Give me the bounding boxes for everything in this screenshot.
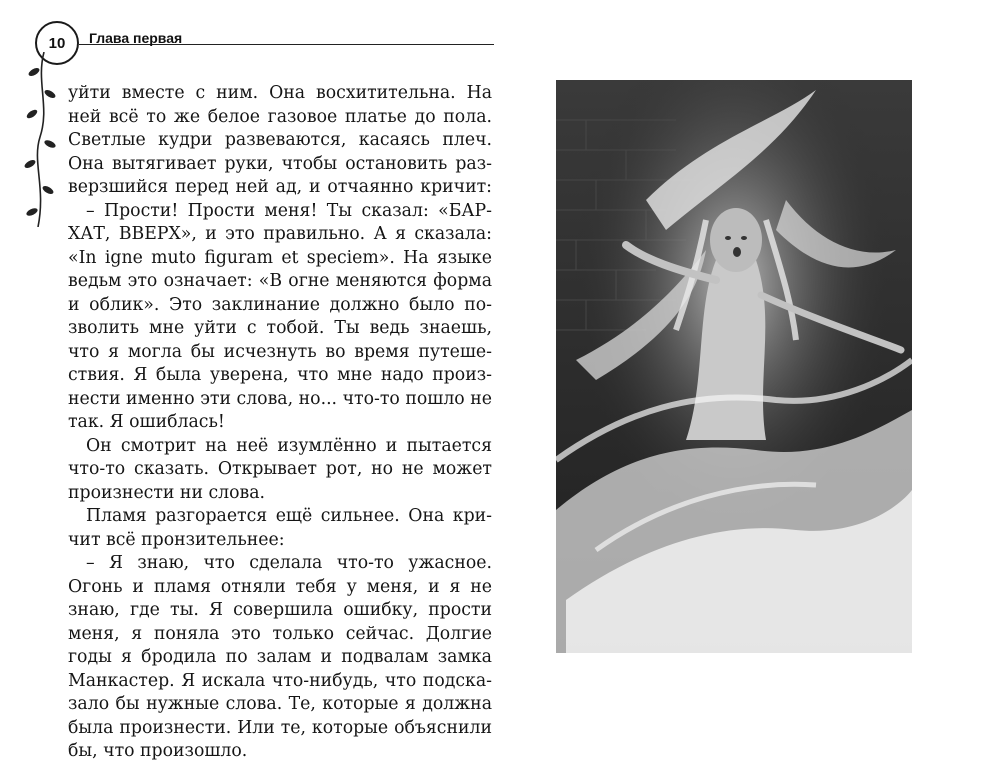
text-line: годы я бродила по залам и подвалам замка xyxy=(68,647,492,667)
text-line: бы, что произошло. xyxy=(68,741,248,761)
text-line: «In igne muto figuram et speciem». На языке xyxy=(68,247,492,268)
page-number: 10 xyxy=(35,21,79,65)
text-line: зволить мне уйти с тобой. Ты ведь знаешь, xyxy=(68,318,492,338)
text-line: ней всё то же белое газовое платье до пола. xyxy=(68,106,492,127)
text-line: что-то сказать. Открывает рот, но не может xyxy=(68,459,492,479)
text-line: зало бы нужные слова. Те, которые я должна xyxy=(68,694,492,714)
chapter-title: Глава первая xyxy=(89,30,183,46)
text-line: верзшийся перед ней ад, и отчаянно кричит: xyxy=(68,177,492,197)
vine-ornament-icon xyxy=(22,52,62,227)
body-text xyxy=(68,82,492,764)
text-line: чит всё пронзительнее: xyxy=(68,529,285,550)
text-line: произнести ни слова. xyxy=(68,482,266,503)
running-header xyxy=(33,17,493,63)
text-line: ведьм это означает: «В огне меняются форма xyxy=(68,271,492,291)
text-line: Он смотрит на неё изумлённо и пытается xyxy=(86,435,492,456)
text-line: – Прости! Прости меня! Ты сказал: «БАР- xyxy=(86,200,492,221)
text-line: знаю, где ты. Я совершила ошибку, прости xyxy=(68,600,492,620)
text-line: и облик». Это заклинание должно было по- xyxy=(68,294,492,315)
text-line: Она вытягивает руки, чтобы остановить раз- xyxy=(68,153,492,174)
text-line: Манкастер. Я искала что-нибудь, что подска- xyxy=(68,670,492,691)
text-line: была произнести. Или те, которые объяснили xyxy=(68,717,492,738)
text-line: нести именно эти слова, но... что-то пошло не xyxy=(68,388,492,409)
illustration-girl-in-flames xyxy=(556,80,912,653)
text-line: ствия. Я была уверена, что мне надо произ- xyxy=(68,365,492,385)
text-line: что я могла бы исчезнуть во время путеше- xyxy=(68,341,492,362)
text-line: так. Я ошиблась! xyxy=(68,412,225,432)
text-line: Светлые кудри развеваются, касаясь плеч. xyxy=(68,130,492,150)
text-line: – Я знаю, что сделала что-то ужасное. xyxy=(86,553,492,573)
text-line: ХАТ, ВВЕРХ», и это правильно. А я сказала: xyxy=(68,224,492,244)
text-line: меня, я поняла это только сейчас. Долгие xyxy=(68,623,492,644)
text-line: Пламя разгорается ещё сильнее. Она кри- xyxy=(86,506,492,526)
text-line: уйти вместе с ним. Она восхитительна. На xyxy=(68,83,492,103)
text-line: Огонь и пламя отняли тебя у меня, и я не xyxy=(68,576,492,597)
